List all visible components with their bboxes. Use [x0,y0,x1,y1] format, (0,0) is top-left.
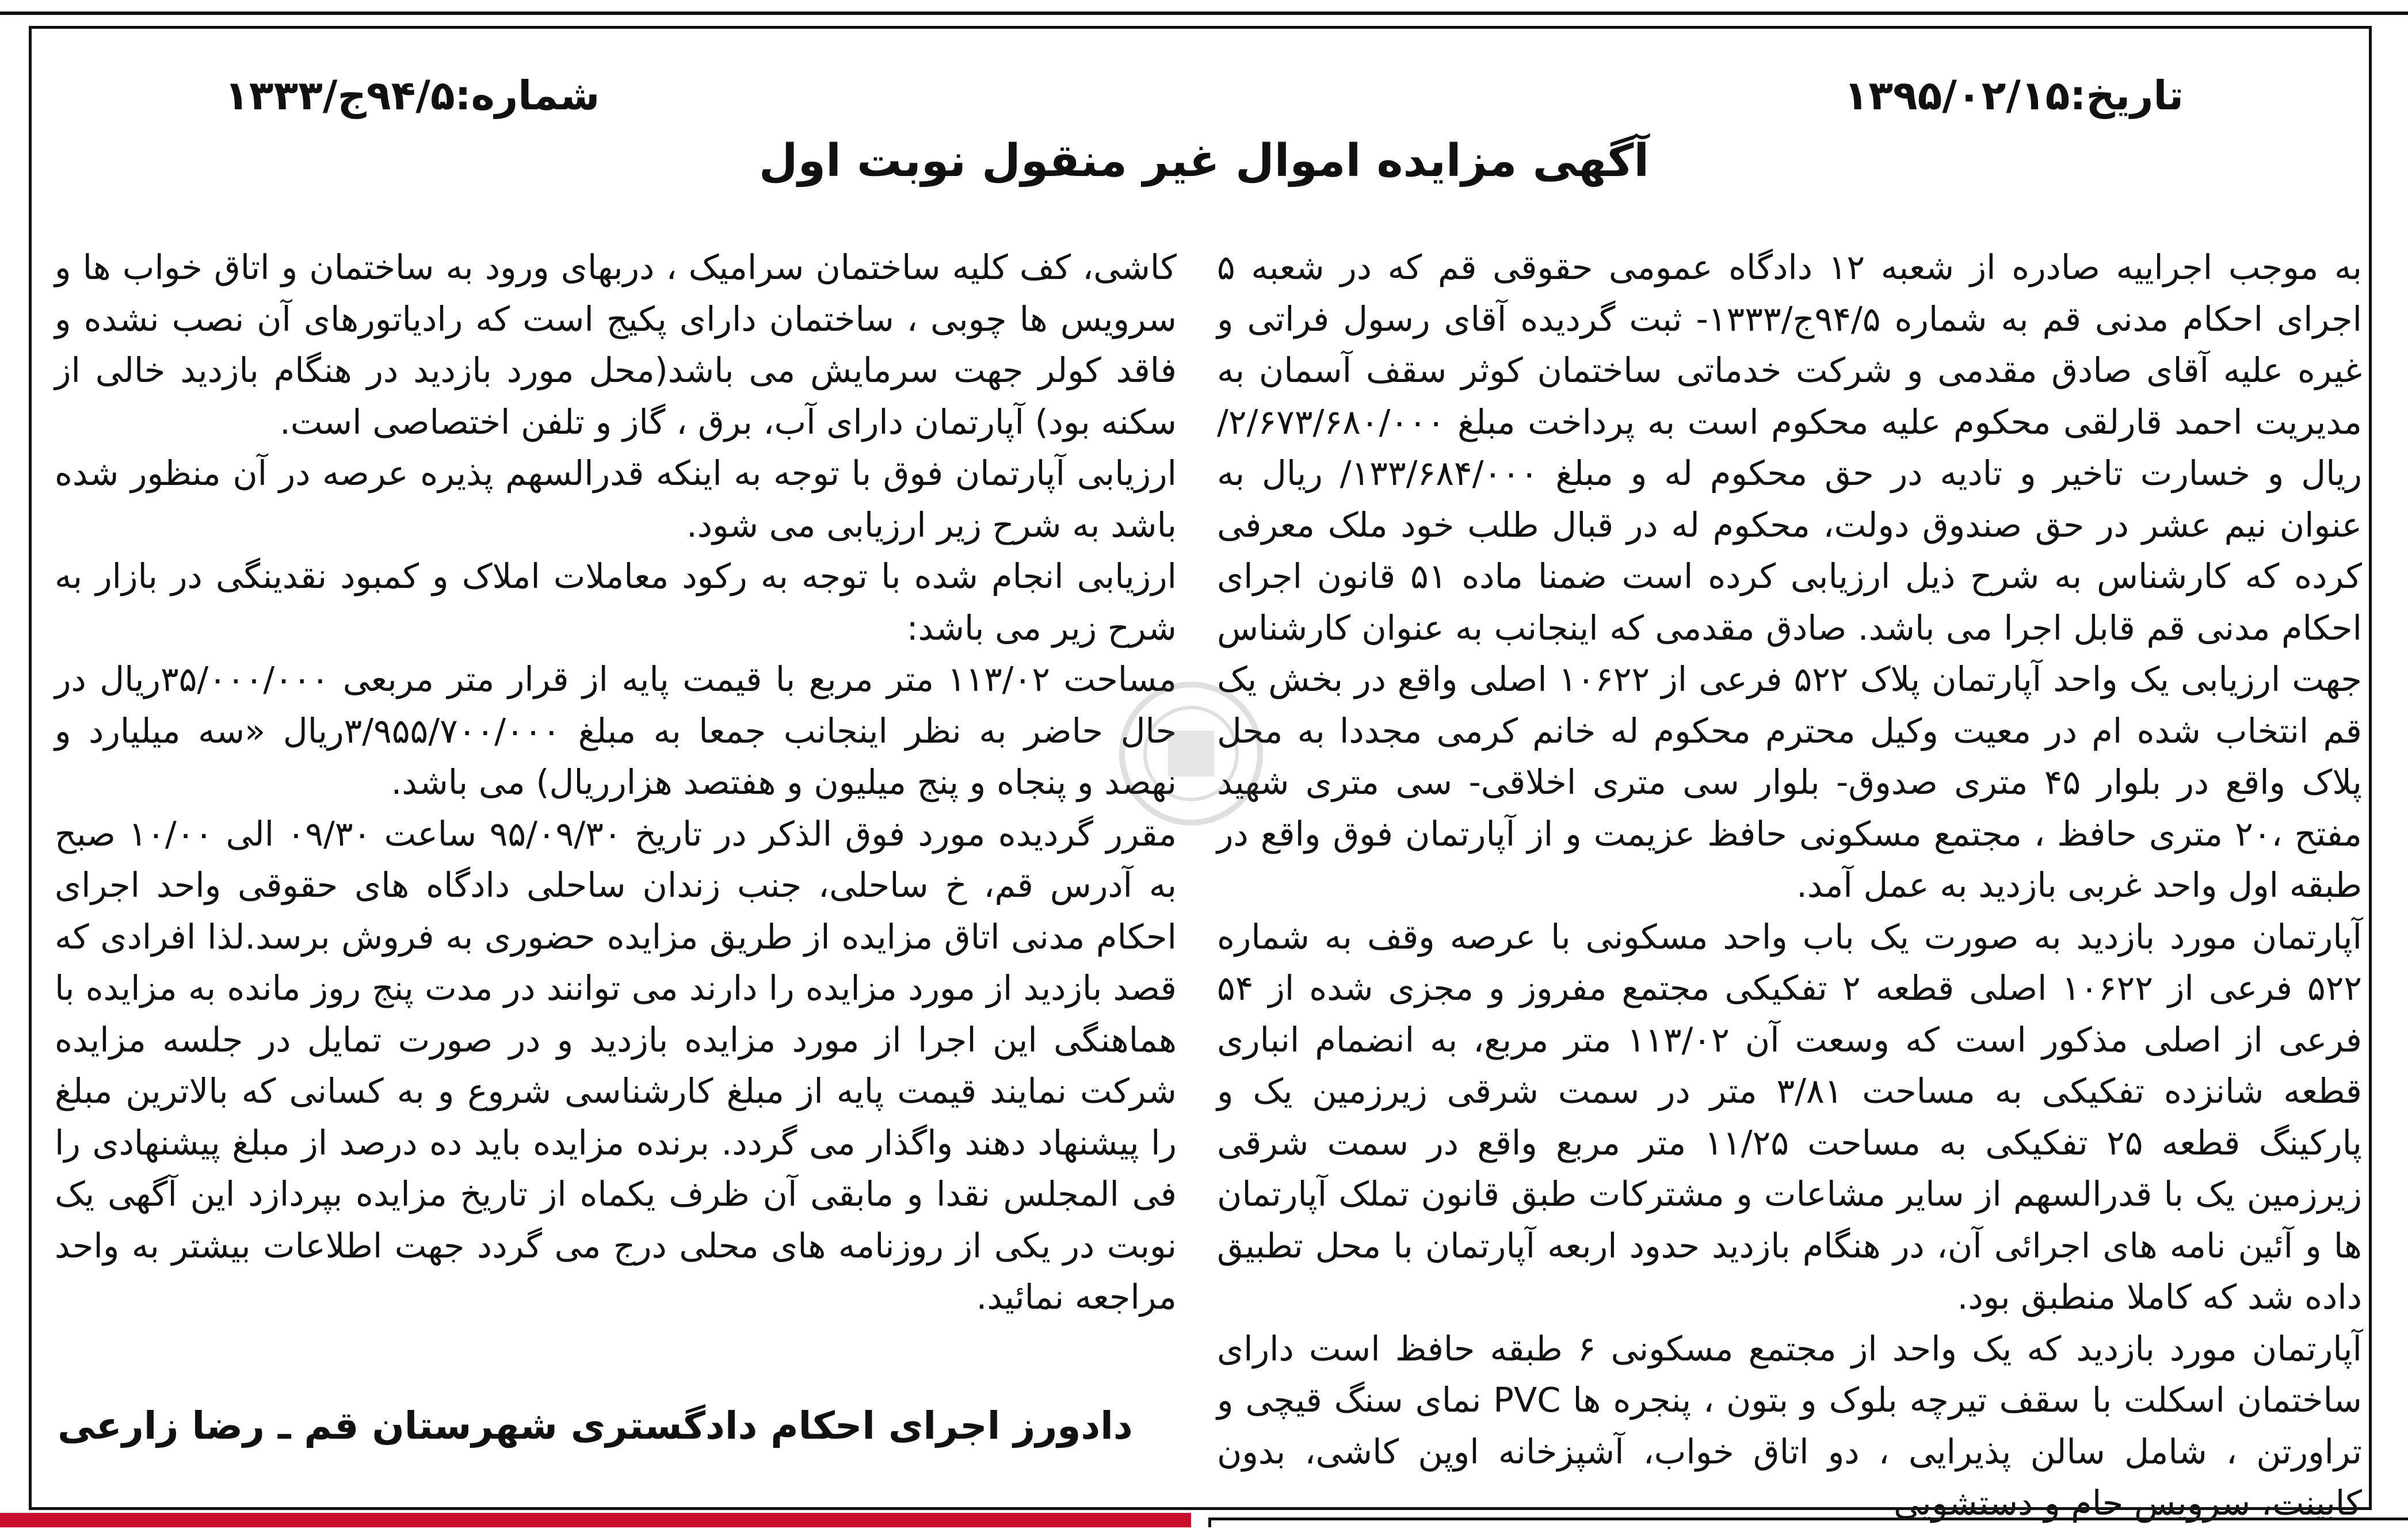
signature: دادورز اجرای احکام دادگستری شهرستان قم ـ رضا زارعی [58,1404,1133,1448]
top-divider [0,0,2408,15]
paragraph: کاشی، کف کلیه ساختمان سرامیک ، دربهای ورود به ساختمان و اتاق خواب ها و سرویس ها چوبی ، ساختمان دارای پکیج است که رادیاتورهای آن نصب نشده و فاقد کولر جهت سرمایش می باشد(محل مورد بازدید در هنگام بازدید خالی از سکنه بود) آپارتمان دارای آب، برق ، گاز و تلفن اختصاصی است. [55,247,1177,442]
paragraph: ارزیابی انجام شده با توجه به رکود معاملات املاک و کمبود نقدینگی در بازار به شرح زیر می باشد: [55,556,1177,648]
notice-date: تاریخ:۱۳۹۵/۰۲/۱۵ [1844,72,2184,119]
notice-number: شماره:۹۴/۵ج/۱۳۳۳ [224,72,600,119]
bottom-next-box [1208,1517,2408,1527]
bottom-red-bar [0,1513,1191,1527]
paragraph: آپارتمان مورد بازدید به صورت یک باب واحد مسکونی با عرصه وقف به شماره ۵۲۲ فرعی از ۱۰۶۲۲ اصلی قطعه ۲ تفکیکی مجتمع مفروز و مجزی شده از ۵۴ فرعی از اصلی مذکور است که وسعت آن ۱۱۳/۰۲ متر مربع، به انضمام انباری قطعه شانزده تفکیکی به مساحت ۳/۸۱ متر در سمت شرقی زیرزمین یک و پارکینگ قطعه ۲۵ تفکیکی به مساحت ۱۱/۲۵ متر مربع واقع در سمت شرقی زیرزمین یک با قدرالسهم از سایر مشاعات و مشترکات طبق قانون تملک آپارتمان ها و آئین نامه های اجرائی آن، در هنگام بازدید حدود اربعه آپارتمان با محل تطبیق داده شد که کاملا منطبق بود. [1217,916,2363,1317]
left-column [55,242,1177,1323]
paragraph: آپارتمان مورد بازدید که یک واحد از مجتمع مسکونی ۶ طبقه حافظ است دارای ساختمان اسکلت با سقف تیرچه بلوک و بتون ، پنجره ها PVC نمای سنگ قیچی و تراورتن ، شامل سالن پذیرایی ، دو اتاق خواب، آشپزخانه اوپن کاشی، بدون کابینت، سرویس حام و دستشویی [1217,1328,2362,1523]
notice-title: آگهی مزایده اموال غیر منقول نوبت اول [758,135,1650,187]
paragraph: مقرر گردیده مورد فوق الذکر در تاریخ ۹۵/۰۹/۳۰ ساعت ۰۹/۳۰ الی ۱۰/۰۰ صبح به آدرس قم، خ ساحلی، جنب زندان ساحلی دادگاه های حقوقی واحد اجرای احکام مدنی اتاق مزایده از طریق مزایده حضوری به فروش برسد.لذا افرادی که قصد بازدید از مورد مزایده را دارند می توانند در مدت پنج روز مانده به مزایده با هماهنگی این اجرا از مورد مزایده بازدید و در صورت تمایل در جلسه مزایده شرکت نمایند قیمت پایه از مبلغ کارشناسی شروع و به کسانی که بالاترین مبلغ را پیشنهاد دهند واگذار می گردد. برنده مزایده باید ده درصد از مبلغ پیشنهادی را فی المجلس نقدا و مابقی آن ظرف یکماه از تاریخ مزایده بپردازد این آگهی یک نوبت در یکی از روزنامه های محلی درج می گردد جهت اطلاعات بیشتر به واحد مراجعه نمائید. [55,813,1177,1317]
paragraph: ارزیابی آپارتمان فوق با توجه به اینکه قدرالسهم پذیره عرصه در آن منظور شده باشد به شرح زیر ارزیابی می شود. [55,453,1177,545]
paragraph: به موجب اجراییه صادره از شعبه ۱۲ دادگاه عمومی حقوقی قم که در شعبه ۵ اجرای احکام مدنی قم به شماره ۹۴/۵ج/۱۳۳۳- ثبت گردیده آقای رسول فراتی و غیره علیه آقای صادق مقدمی و شرکت خدماتی ساختمان کوثر سقف آسمان به مدیریت احمد قارلقی محکوم علیه محکوم است به پرداخت مبلغ ۲/۶۷۳/۶۸۰/۰۰۰/ ریال و خسارت تاخیر و تادیه در حق محکوم له و مبلغ ۱۳۳/۶۸۴/۰۰۰/ ریال به عنوان نیم عشر در حق صندوق دولت، محکوم له در قبال طلب خود ملک معرفی کرده که کارشناس به شرح ذیل ارزیابی کرده است ضمنا ماده ۵۱ قانون اجرای احکام مدنی قم قابل اجرا می باشد. صادق مقدمی که اینجانب به عنوان کارشناس جهت ارزیابی یک واحد آپارتمان پلاک ۵۲۲ فرعی از ۱۰۶۲۲ اصلی واقع در بخش یک قم انتخاب شده ام در معیت وکیل محترم محکوم له خانم کرمی مجددا به محل پلاک واقع در بلوار ۴۵ متری صدوق- بلوار سی متری اخلاقی- سی متری شهید مفتح ،۲۰ متری حافظ ، مجتمع مسکونی حافظ عزیمت و از آپارتمان فوق واقع در طبقه اول واحد غربی بازدید به عمل آمد. [1217,247,2362,905]
right-column [1217,242,2362,1529]
paragraph: مساحت ۱۱۳/۰۲ متر مربع با قیمت پایه از قرار متر مربعی ۳۵/۰۰۰/۰۰۰ریال در حال حاضر به نظر اینجانب جمعا به مبلغ ۳/۹۵۵/۷۰۰/۰۰۰ریال «سه میلیارد و نهصد و پنجاه و پنج میلیون و هفتصد هزارریال) می باشد. [55,659,1177,802]
